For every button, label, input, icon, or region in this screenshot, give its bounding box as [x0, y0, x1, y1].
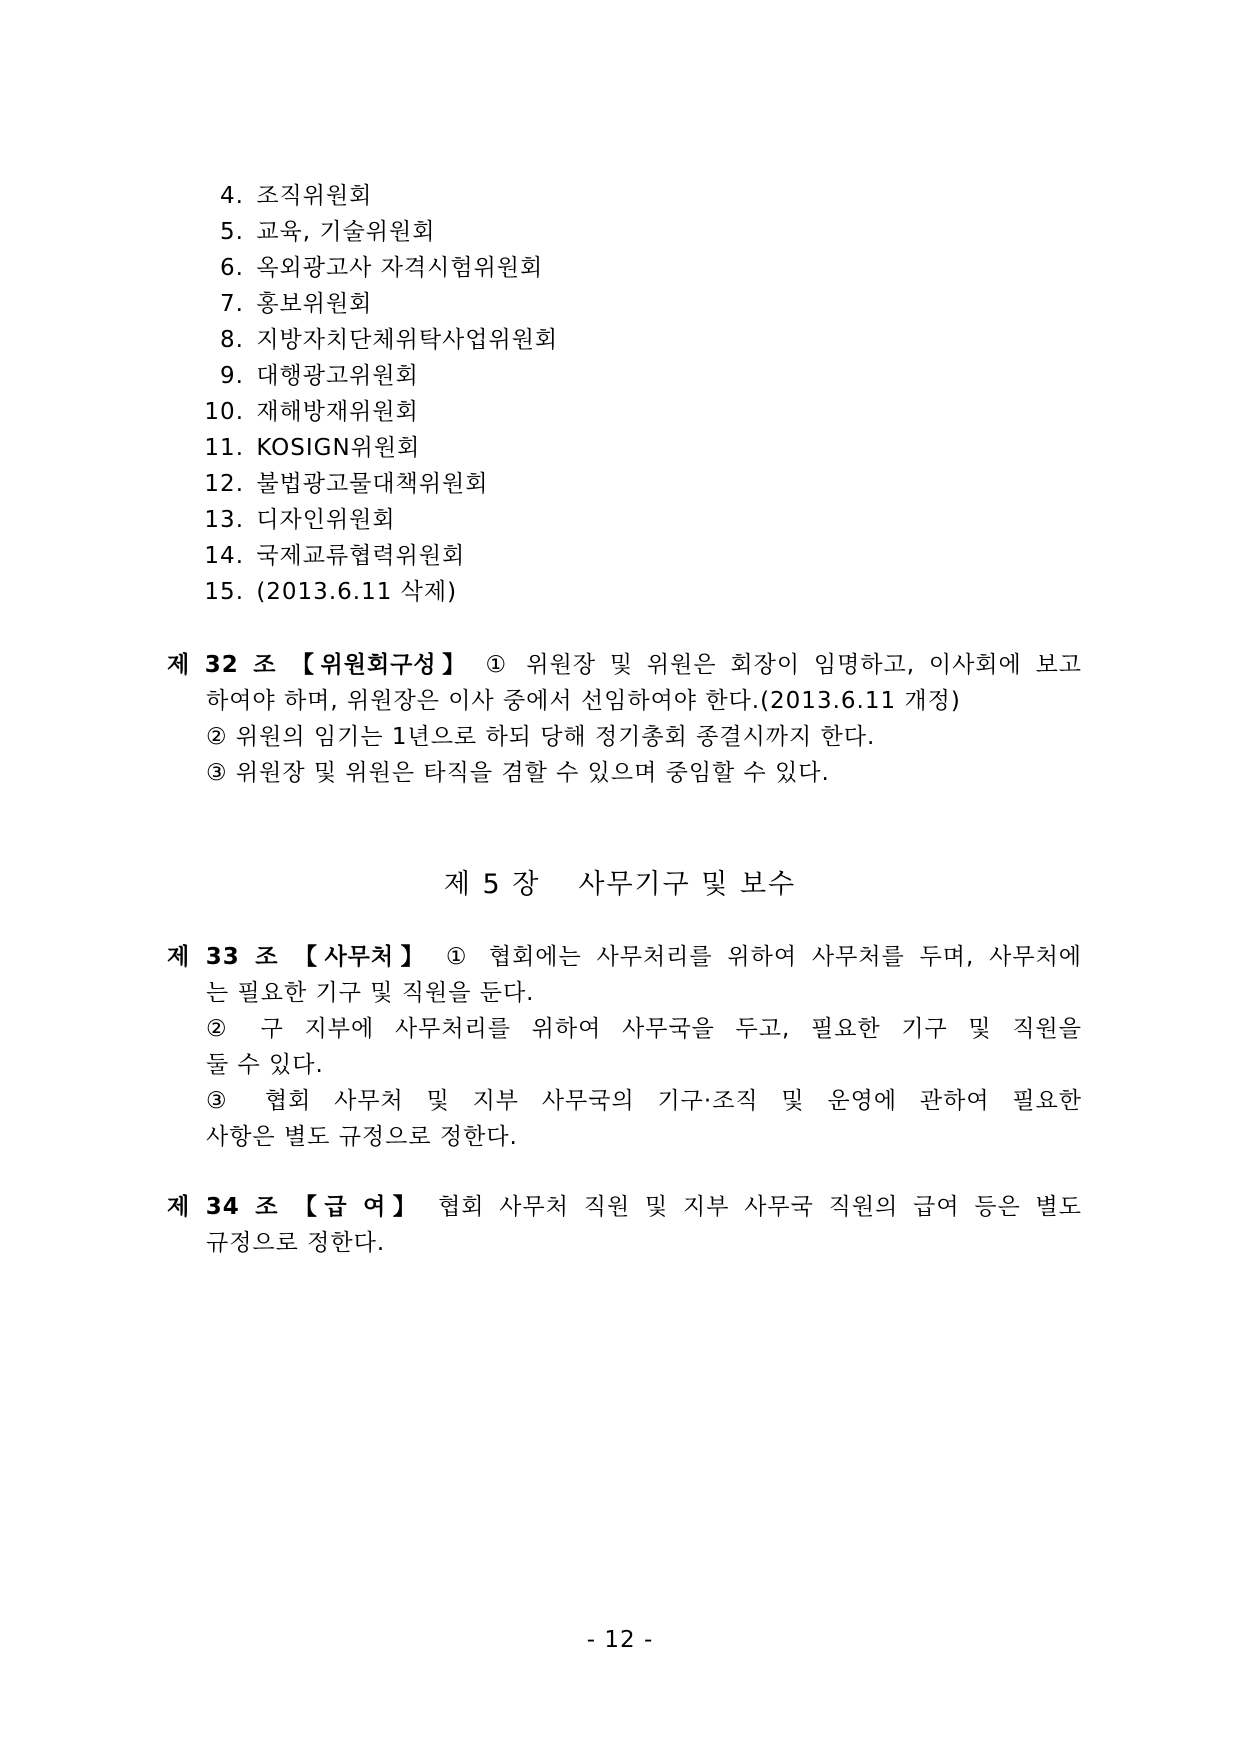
article-32-line-2: 하여야 하며, 위원장은 이사 중에서 선임하여야 한다.(2013.6.11 개정): [206, 688, 961, 714]
article-32-paragraph-3: ③ 위원장 및 위원은 타직을 겸할 수 있으며 중임할 수 있다.: [206, 760, 830, 786]
page-number: - 12 -: [586, 1627, 654, 1653]
list-item: 12. 불법광고물대책위원회: [204, 471, 489, 497]
article-34-line-1: 제 34 조 【급 여】 협회 사무처 직원 및 지부 사무국 직원의 급여 등은 별도: [167, 1194, 1082, 1220]
article-34-line-2: 규정으로 정한다.: [206, 1230, 386, 1256]
article-33-heading: 제 33 조 【사무처】: [167, 944, 432, 970]
list-item: 9. 대행광고위원회: [220, 363, 419, 389]
article-32-paragraph-2: ② 위원의 임기는 1년으로 하되 당해 정기총회 종결시까지 한다.: [206, 724, 876, 750]
list-item: 15. (2013.6.11 삭제): [204, 579, 458, 605]
list-item: 4. 조직위원회: [220, 183, 373, 209]
article-33-paragraph-3-cont: 사항은 별도 규정으로 정한다.: [206, 1124, 518, 1150]
list-item: 14. 국제교류협력위원회: [204, 543, 466, 569]
article-33-paragraph-3: ③ 협회 사무처 및 지부 사무국의 기구·조직 및 운영에 관하여 필요한: [206, 1088, 1082, 1114]
article-33-line-1: 제 33 조 【사무처】 ① 협회에는 사무처리를 위하여 사무처를 두며, 사무처에: [167, 944, 1082, 970]
list-item: 6. 옥외광고사 자격시험위원회: [220, 255, 544, 281]
article-33-paragraph-2-cont: 둘 수 있다.: [206, 1052, 324, 1078]
article-34-heading: 제 34 조 【급 여】: [167, 1194, 424, 1220]
list-item: 13. 디자인위원회: [204, 507, 396, 533]
list-item: 11. KOSIGN위원회: [204, 435, 421, 461]
article-33-paragraph-2: ② 구 지부에 사무처리를 위하여 사무국을 두고, 필요한 기구 및 직원을: [206, 1016, 1082, 1042]
list-item: 7. 홍보위원회: [220, 291, 373, 317]
article-33-line-2: 는 필요한 기구 및 직원을 둔다.: [206, 980, 535, 1006]
article-32-line-1: 제 32 조 【위원회구성】 ① 위원장 및 위원은 회장이 임명하고, 이사회에 보고: [167, 652, 1083, 678]
article-32-heading: 제 32 조 【위원회구성】: [167, 652, 472, 678]
chapter-heading: 제 5 장 사무기구 및 보수: [443, 869, 797, 900]
list-item: 10. 재해방재위원회: [204, 399, 419, 425]
list-item: 5. 교육, 기술위원회: [220, 219, 436, 245]
list-item: 8. 지방자치단체위탁사업위원회: [220, 327, 559, 353]
